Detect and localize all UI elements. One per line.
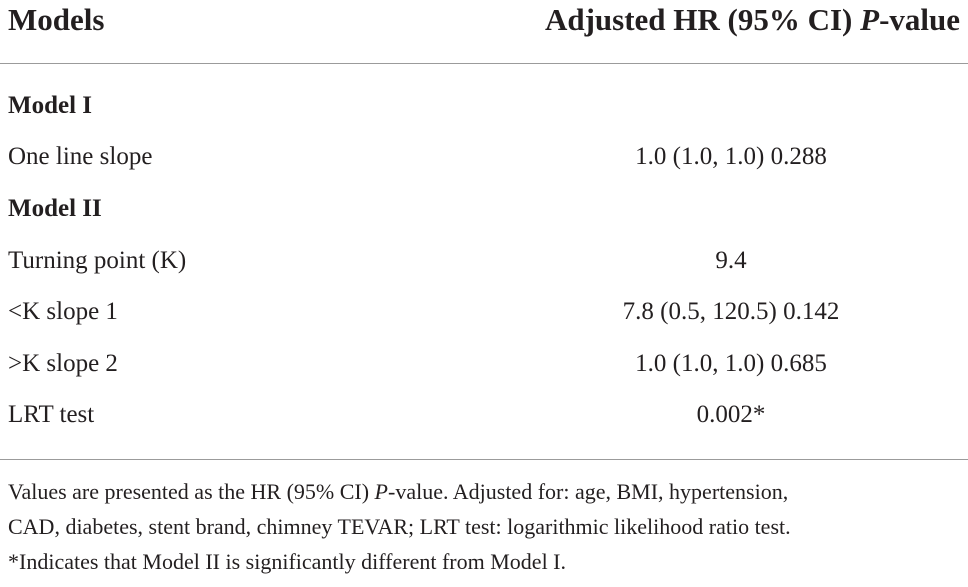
row-label: <K slope 1 xyxy=(8,298,118,325)
header-models: Models xyxy=(8,2,105,37)
footnote-line-3: *Indicates that Model II is significantly different from Model I. xyxy=(8,549,567,574)
row-value: 9.4 xyxy=(715,247,747,274)
header-p-italic: P xyxy=(860,2,880,37)
header-adjusted-suffix: -value xyxy=(879,2,960,37)
row-label: Turning point (K) xyxy=(8,247,187,274)
header-adjusted-hr xyxy=(545,2,960,38)
header-divider xyxy=(0,63,968,64)
row-label: >K slope 2 xyxy=(8,350,118,377)
table-row-model-ii xyxy=(8,195,960,235)
footnote-line-1 xyxy=(8,474,962,509)
row-label: One line slope xyxy=(8,143,153,170)
footnote-suffix: -value. Adjusted for: age, BMI, hypertension, xyxy=(388,479,789,504)
table-header xyxy=(8,0,960,48)
row-label: Model I xyxy=(8,92,93,119)
table-footnotes xyxy=(8,474,962,579)
footnote-p-italic: P xyxy=(374,479,388,504)
table-row-k-slope-1 xyxy=(8,298,960,338)
row-label: Model II xyxy=(8,195,102,222)
footnote-prefix: Values are presented as the HR (95% CI) xyxy=(8,479,375,504)
table-row-one-line-slope xyxy=(8,143,960,183)
row-value: 1.0 (1.0, 1.0) 0.288 xyxy=(635,143,827,170)
row-value: 0.002* xyxy=(696,401,766,428)
row-value: 1.0 (1.0, 1.0) 0.685 xyxy=(635,350,827,377)
table-row-turning-point xyxy=(8,247,960,287)
header-adjusted-prefix: Adjusted HR (95% CI) xyxy=(544,2,861,37)
row-value: 7.8 (0.5, 120.5) 0.142 xyxy=(622,298,840,325)
table-row-k-slope-2 xyxy=(8,350,960,390)
row-label: LRT test xyxy=(8,401,95,428)
footer-divider xyxy=(0,459,968,460)
footnote-line-2: CAD, diabetes, stent brand, chimney TEVAR; LRT test: logarithmic likelihood ratio test. xyxy=(8,514,791,539)
table-row-lrt-test xyxy=(8,401,960,441)
table-row-model-i xyxy=(8,92,960,132)
